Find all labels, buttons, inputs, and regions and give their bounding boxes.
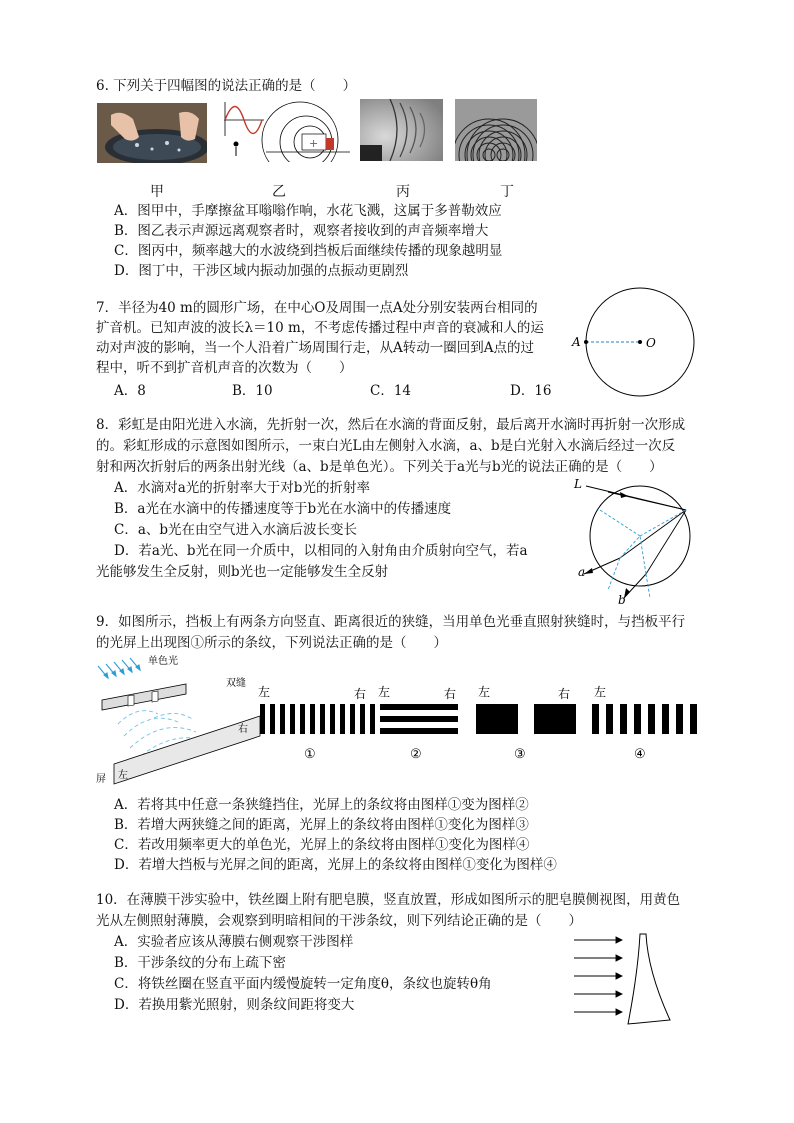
pattern-3-label: ③ — [514, 747, 526, 762]
q9-option-d: D．若增大挡板与光屏之间的距离，光屏上的条纹将由图样①变化为图样④ — [114, 857, 557, 873]
pattern-3-left: 左 — [478, 685, 491, 699]
q7-line-1: 7．半径为40 m的圆形广场，在中心O及周围一点A处分别安装两台相同的 — [96, 300, 538, 316]
slits-label: 双缝 — [226, 678, 246, 689]
interference-photo — [455, 99, 537, 161]
q9-option-c: C．若改用频率更大的单色光，光屏上的条纹将由图样①变化为图样④ — [114, 837, 530, 853]
circle-figure — [566, 286, 706, 402]
q10-option-b: B．干涉条纹的分布上疏下密 — [114, 955, 286, 971]
q8-option-c: C．a、b光在由空气进入水滴后波长变长 — [114, 522, 358, 538]
q7-line-4: 程中，听不到扩音机声音的次数为（ ） — [96, 360, 353, 376]
q6-option-c: C．图丙中，频率越大的水波绕到挡板后面继续传播的现象越明显 — [114, 243, 503, 259]
soap-film-figure — [570, 932, 680, 1026]
label-yi: 乙 — [272, 184, 286, 200]
point-a-label: A — [572, 335, 581, 349]
q7-option-c: C．14 — [370, 383, 412, 399]
svg-text:+: + — [309, 137, 319, 150]
q6-stem: 6. 下列关于四幅图的说法正确的是（ ） — [96, 78, 357, 94]
pattern-1-label: ① — [304, 747, 316, 762]
pattern-2-left: 左 — [378, 685, 391, 699]
label-bing: 丙 — [396, 184, 410, 200]
q9-line-2: 的光屏上出现图①所示的条纹，下列说法正确的是（ ） — [96, 635, 447, 651]
light-label: 单色光 — [148, 656, 178, 667]
screen-label: 屏 — [96, 774, 106, 785]
ray-l-label: L — [574, 477, 582, 491]
pattern-2-label: ② — [410, 747, 422, 762]
q8-line-1: 8．彩虹是由阳光进入水滴，先折射一次，然后在水滴的背面反射，最后离开水滴时再折射一次形成 — [96, 417, 686, 433]
q10-line-1: 10．在薄膜干涉实验中，铁丝圈上附有肥皂膜，竖直放置，形成如图所示的肥皂膜侧视图，用黄色 — [96, 892, 681, 908]
q8-option-b: B．a光在水滴中的传播速度等于b光在水滴中的传播速度 — [114, 501, 452, 517]
doppler-figure — [222, 100, 350, 162]
basin-photo — [97, 103, 207, 163]
point-o-label: O — [646, 336, 656, 350]
screen-right-label: 右 — [238, 724, 248, 735]
raindrop-figure — [568, 474, 698, 606]
pattern-3-right: 右 — [558, 687, 571, 701]
pattern-1-right: 右 — [354, 687, 367, 701]
q9-option-b: B．若增大两狭缝之间的距离，光屏上的条纹将由图样①变化为图样③ — [114, 817, 529, 833]
pattern-2-right: 右 — [444, 687, 457, 701]
q10-option-d: D．若换用紫光照射，则条纹间距将变大 — [114, 997, 355, 1013]
q8-option-d-cont: 光能够发生全反射，则b光也一定能够发生全反射 — [96, 564, 389, 580]
double-slit-apparatus — [94, 652, 264, 788]
q10-option-c: C．将铁丝圈在竖直平面内缓慢旋转一定角度θ，条纹也旋转θ角 — [114, 976, 492, 992]
q6-option-b: B．图乙表示声源远离观察者时，观察者接收到的声音频率增大 — [114, 223, 489, 239]
q8-line-3: 射和两次折射后的两条出射光线（a、b是单色光）。下列关于a光与b光的说法正确的是（ ） — [96, 459, 663, 475]
diffraction-photo — [360, 99, 443, 161]
q7-option-a: A．8 — [114, 383, 146, 399]
q7-option-d: D．16 — [510, 383, 552, 399]
q10-line-2: 光从左侧照射薄膜，会观察到明暗相间的干涉条纹，则下列结论正确的是（ ） — [96, 913, 582, 929]
q7-line-3: 动对声波的影响，当一个人沿着广场周围行走，从A转动一圈回到A点的过 — [96, 340, 534, 356]
q8-option-a: A．水滴对a光的折射率大于对b光的折射率 — [114, 480, 370, 496]
fringe-patterns — [258, 682, 708, 768]
q10-option-a: A．实验者应该从薄膜右侧观察干涉图样 — [114, 934, 354, 950]
q7-line-2: 扩音机。已知声波的波长λ＝10 m，不考虑传播过程中声音的衰减和人的运 — [96, 320, 544, 336]
ray-a-label: a — [578, 565, 586, 579]
label-ding: 丁 — [500, 184, 514, 200]
q8-line-2: 的。彩虹形成的示意图如图所示，一束白光L由左侧射入水滴，a、b是白光射入水滴后经过一次反 — [96, 438, 676, 454]
pattern-1-left: 左 — [258, 685, 271, 699]
q6-option-a: A．图甲中，手摩擦盆耳嗡嗡作响，水花飞溅，这属于多普勒效应 — [114, 203, 502, 219]
pattern-4-label: ④ — [634, 747, 646, 762]
screen-left-label: 左 — [118, 770, 128, 781]
q7-option-b: B．10 — [232, 383, 273, 399]
pattern-4-left: 左 — [594, 685, 607, 699]
label-jia: 甲 — [150, 184, 164, 200]
q6-option-d: D．图丁中，干涉区域内振动加强的点振动更剧烈 — [114, 263, 409, 279]
q9-option-a: A．若将其中任意一条狭缝挡住，光屏上的条纹将由图样①变为图样② — [114, 797, 529, 813]
q8-option-d: D．若a光、b光在同一介质中，以相同的入射角由介质射向空气，若a — [114, 543, 528, 559]
q9-line-1: 9．如图所示，挡板上有两条方向竖直、距离很近的狭缝，当用单色光垂直照射狭缝时，与挡板平行 — [96, 614, 686, 630]
ray-b-label: b — [618, 593, 626, 606]
